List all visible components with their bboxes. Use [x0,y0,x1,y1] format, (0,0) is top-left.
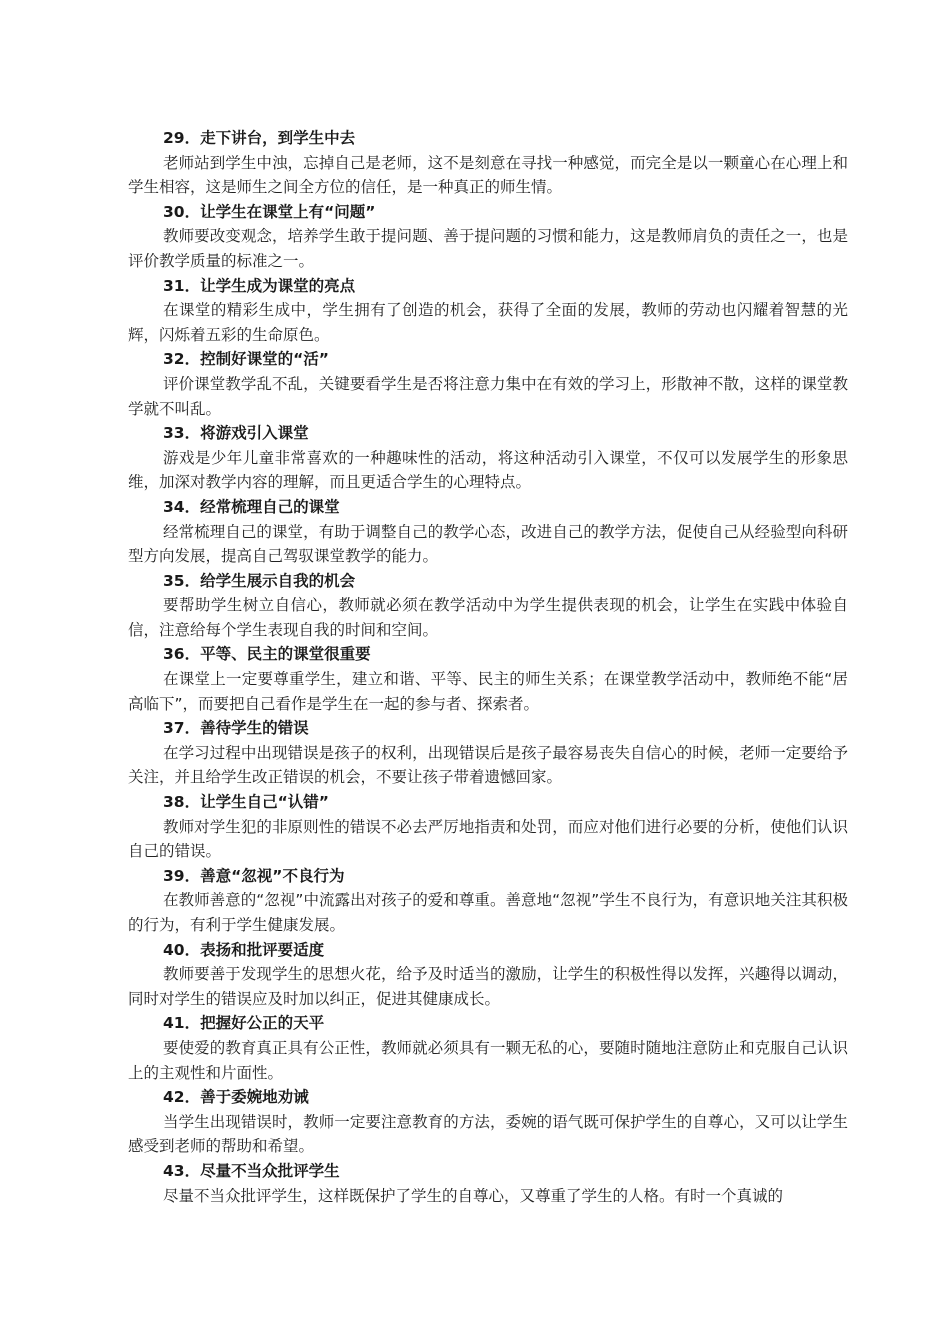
section [128,642,848,716]
section-heading: 29．走下讲台，到学生中去 [163,129,356,147]
section-paragraph: 在教师善意的“忽视”中流露出对孩子的爱和尊重。善意地“忽视”学生不良行为，有意识地关注其积极的行为，有利于学生健康发展。 [128,891,848,934]
section-paragraph: 经常梳理自己的课堂，有助于调整自己的教学心态，改进自己的教学方法，促使自己从经验型向科研型方向发展，提高自己驾驭课堂教学的能力。 [128,522,848,566]
section-paragraph: 教师对学生犯的非原则性的错误不必去严厉地指责和处罚，而应对他们进行必要的分析，使他们认识自己的错误。 [128,817,848,861]
section-paragraph: 尽量不当众批评学生，这样既保护了学生的自尊心，又尊重了学生的人格。有时一个真诚的 [163,1186,784,1205]
section-heading: 31．让学生成为课堂的亮点 [163,276,356,295]
section-paragraph: 教师要改变观念，培养学生敢于提问题、善于提问题的习惯和能力，这是教师肩负的责任之一，也是评价教学质量的标准之一。 [128,227,848,270]
section-paragraph: 在课堂上一定要尊重学生，建立和谐、平等、民主的师生关系；在课堂教学活动中，教师绝不能“居高临下”，而要把自己看作是学生在一起的参与者、探索者。 [128,670,848,713]
section-heading: 41．把握好公正的天平 [163,1014,325,1033]
section-heading: 38．让学生自己“认错” [163,793,329,812]
section [128,126,848,200]
section [128,790,848,864]
section-heading: 35．给学生展示自我的机会 [163,571,356,590]
section-heading: 32．控制好课堂的“活” [163,350,329,369]
section-heading: 42．善于委婉地劝诫 [163,1088,309,1107]
section-heading: 34．经常梳理自己的课堂 [163,497,340,516]
section [128,200,848,274]
section-heading: 30．让学生在课堂上有“问题” [163,202,376,221]
section [128,274,848,348]
section-paragraph: 教师要善于发现学生的思想火花，给予及时适当的激励，让学生的积极性得以发挥，兴趣得以调动，同时对学生的错误应及时加以纠正，促进其健康成长。 [128,965,848,1008]
section-heading: 33．将游戏引入课堂 [163,424,309,443]
section [128,938,848,1012]
section [128,421,848,495]
section-heading: 36．平等、民主的课堂很重要 [163,645,371,664]
section [128,864,848,938]
section-heading: 43．尽量不当众批评学生 [163,1161,340,1180]
section-paragraph: 老师站到学生中浊，忘掉自己是老师，这不是刻意在寻找一种感觉，而完全是以一颗童心在心理上和学生相容，这是师生之间全方位的信任，是一种真正的师生情。 [128,153,848,197]
section [128,1159,848,1208]
section [128,569,848,643]
section-heading: 39．善意“忽视”不良行为 [163,866,345,885]
section [128,1085,848,1159]
section-paragraph: 当学生出现错误时，教师一定要注意教育的方法，委婉的语气既可保护学生的自尊心，又可以让学生感受到老师的帮助和希望。 [128,1112,848,1156]
section-paragraph: 要使爱的教育真正具有公正性，教师就必须具有一颗无私的心，要随时随地注意防止和克服自己认识上的主观性和片面性。 [128,1038,848,1082]
section [128,495,848,569]
section-paragraph: 在课堂的精彩生成中，学生拥有了创造的机会，获得了全面的发展，教师的劳动也闪耀着智慧的光辉，闪烁着五彩的生命原色。 [128,301,848,344]
section-paragraph: 评价课堂教学乱不乱，关键要看学生是否将注意力集中在有效的学习上，形散神不散，这样的课堂教学就不叫乱。 [128,374,848,418]
document-body [128,126,848,1208]
section [128,347,848,421]
section [128,1011,848,1085]
section-paragraph: 要帮助学生树立自信心，教师就必须在教学活动中为学生提供表现的机会，让学生在实践中体验自信，注意给每个学生表现自我的时间和空间。 [128,596,848,639]
section-paragraph: 在学习过程中出现错误是孩子的权利，出现错误后是孩子最容易丧失自信心的时候，老师一定要给予关注，并且给学生改正错误的机会，不要让孩子带着遗憾回家。 [128,743,848,787]
section-heading: 40．表扬和批评要适度 [163,940,325,959]
section-paragraph: 游戏是少年儿童非常喜欢的一种趣味性的活动，将这种活动引入课堂，不仅可以发展学生的形象思维，加深对教学内容的理解，而且更适合学生的心理特点。 [128,448,848,492]
section-heading: 37．善待学生的错误 [163,719,309,738]
section [128,716,848,790]
